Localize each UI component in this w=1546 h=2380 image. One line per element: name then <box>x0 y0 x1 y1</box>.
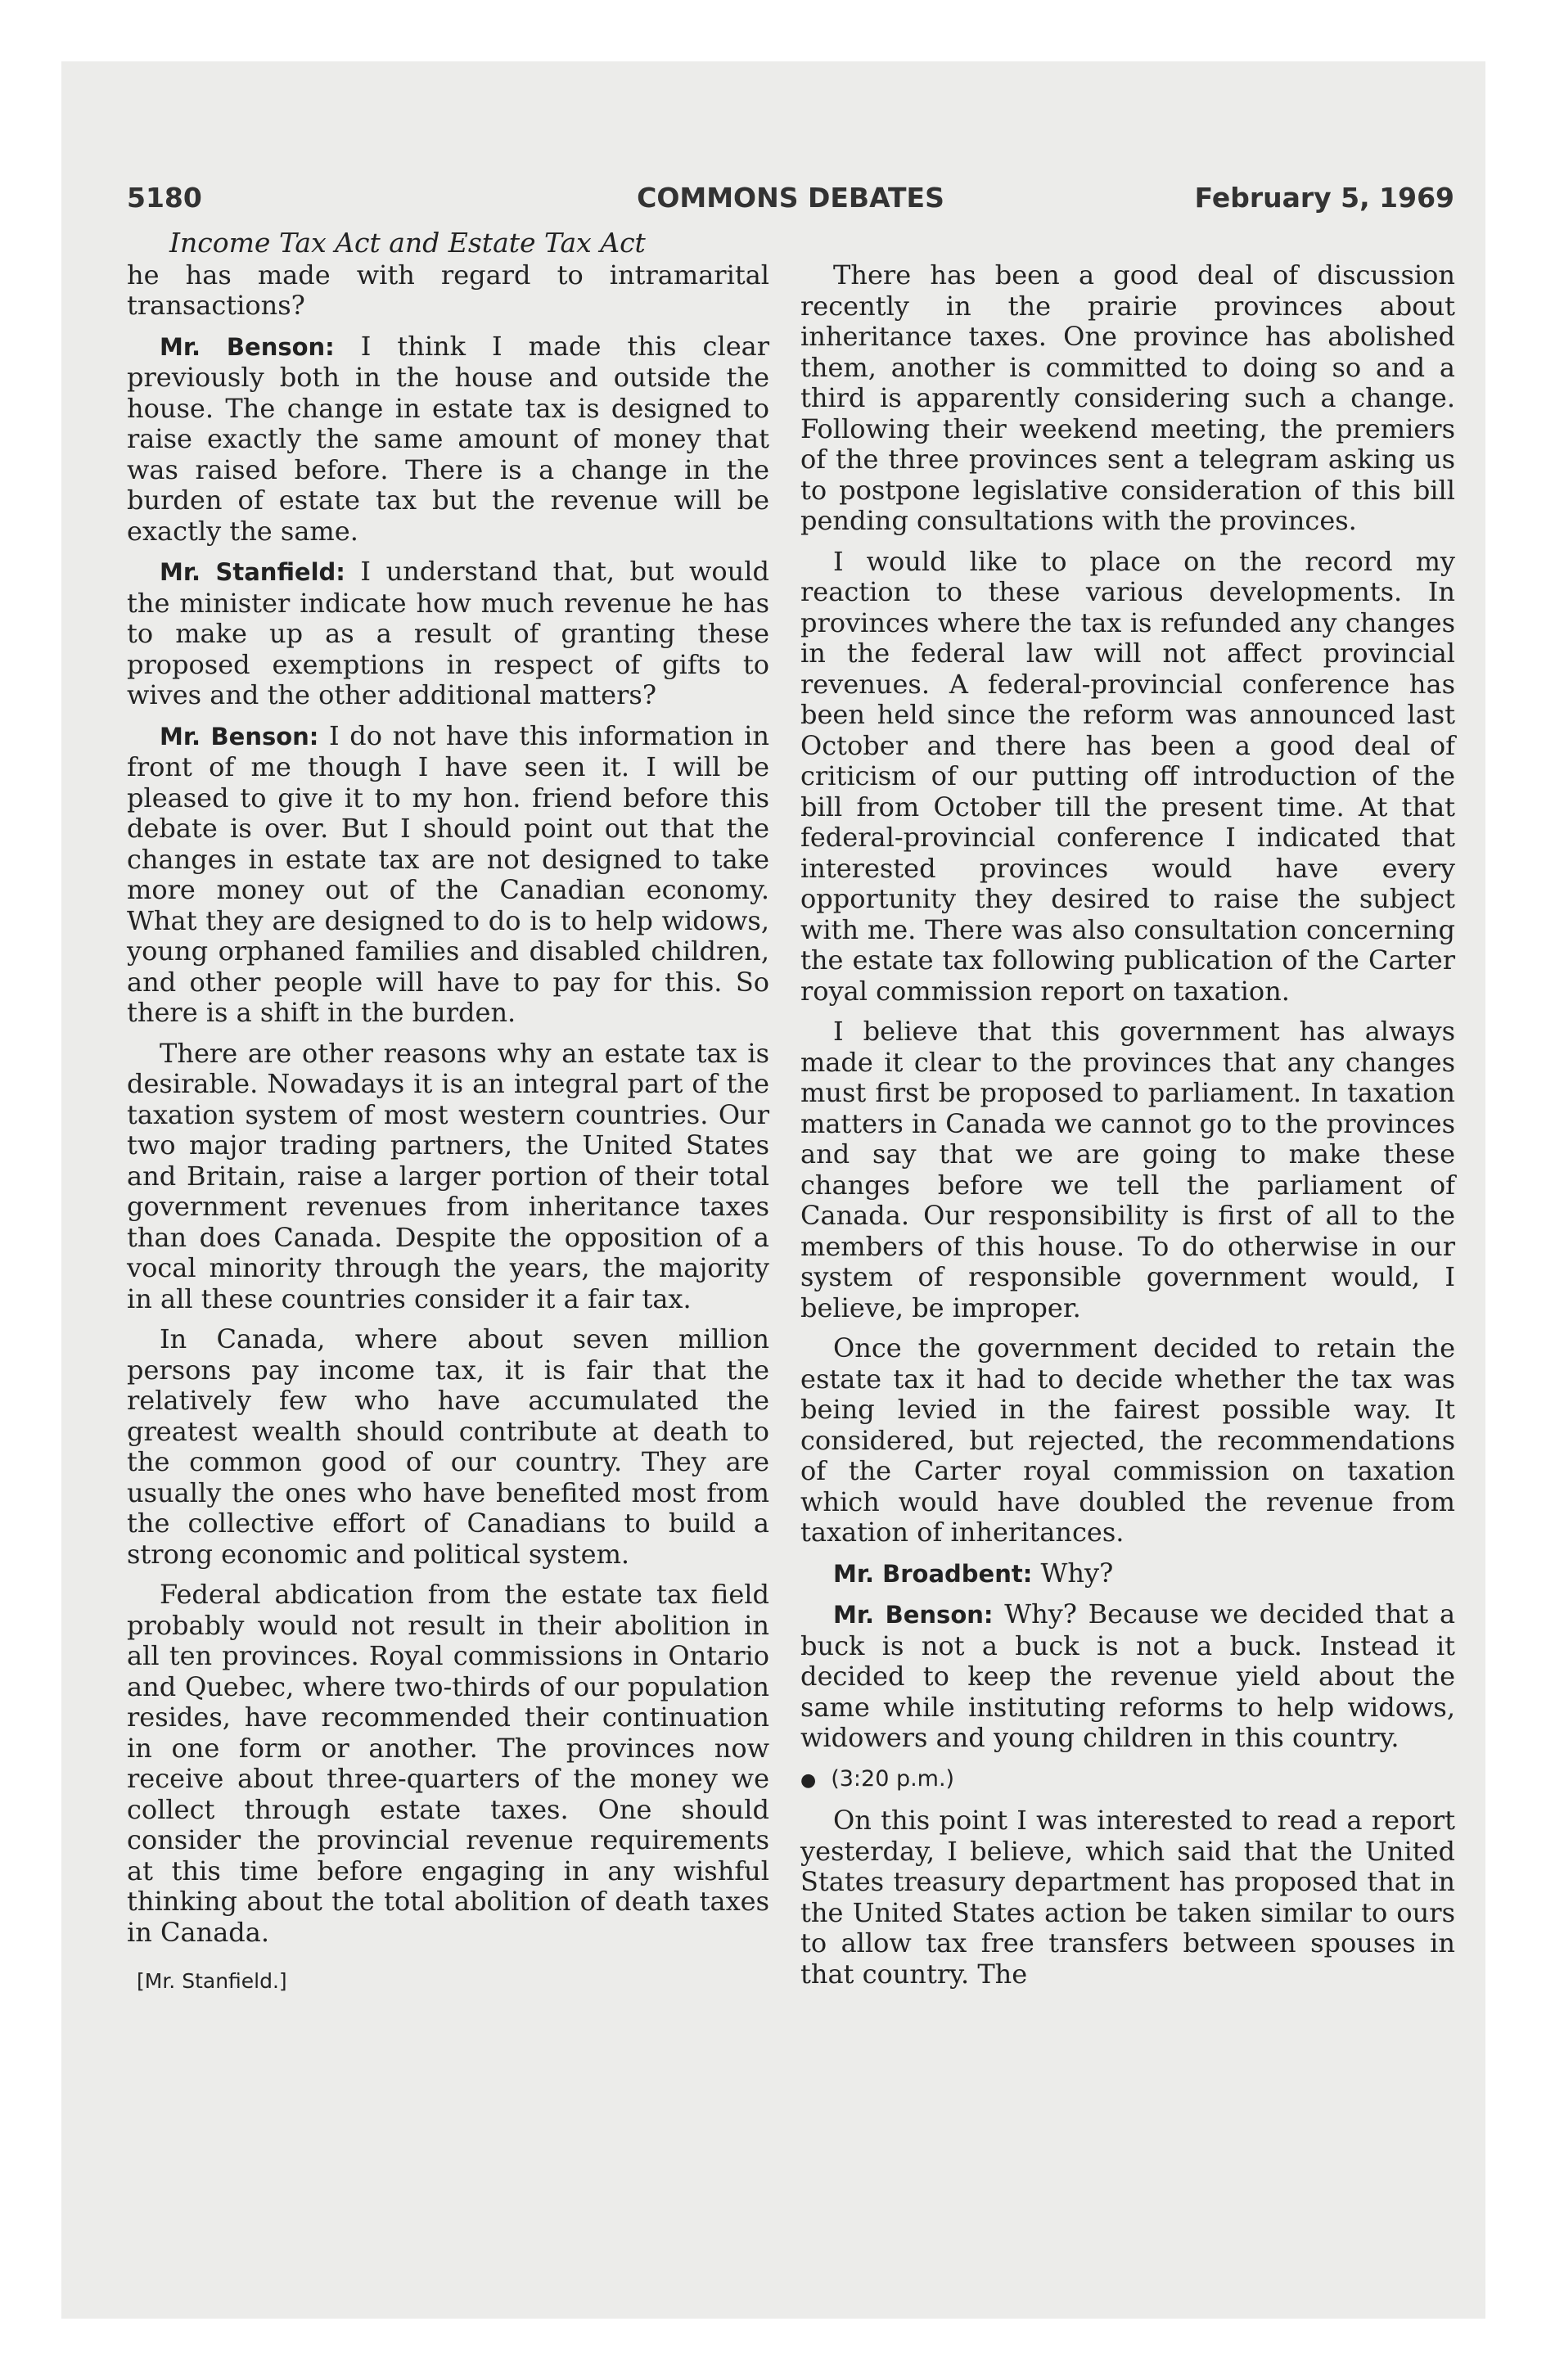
speech-paragraph <box>127 721 769 1029</box>
paragraph: In Canada, where about seven million persons pay income tax, it is fair that the relatively few who have accumulated the greatest wealth should contribute at death to the common good of our country. They are usually the ones who have benefited most from the collective effort of Canadians to build a strong economic and political system. <box>127 1323 769 1570</box>
speaker-name: Mr. Benson: <box>160 722 319 751</box>
speech-paragraph <box>800 1558 1455 1590</box>
time-text: (3:20 p.m.) <box>831 1765 955 1792</box>
paragraph: Federal abdication from the estate tax field probably would not result in their abolition in all ten provinces. Royal commissions in Ontario and Quebec, where two-thirds of our population resides, have recommended their continuation in one form or another. The provinces now receive about three-quarters of the money we collect through estate taxes. One should consider the provincial revenue requirements at this time before engaging in any wishful thinking about the total abolition of death taxes in Canada. <box>127 1579 769 1948</box>
right-column <box>800 260 1455 1999</box>
time-marker <box>800 1764 1455 1796</box>
speaker-name: Mr. Broadbent: <box>833 1559 1033 1588</box>
page-header <box>127 182 1454 231</box>
paragraph: I believe that this government has always made it clear to the provinces that any changes must first be proposed to parliament. In taxation matters in Canada we cannot go to the provinces and say that we are going to make these changes before we tell the parliament of Canada. Our responsibility is first of all to the members of this house. To do otherwise in our system of responsible government would, I believe, be improper. <box>800 1016 1455 1323</box>
speech-paragraph <box>127 331 769 548</box>
paragraph: he has made with regard to intramarital transactions? <box>127 259 769 321</box>
speech-text: I do not have this information in front of me though I have seen it. I will be pleased to give it to my hon. friend before this debate is over. But I should point out that the changes in estate tax are not designed to take more money out of the Canadian economy. What they are designed to do is to help widows, young orphaned families and disabled children, and other people will have to pay for this. So there is a shift in the burden. <box>127 719 769 1028</box>
section-title: Income Tax Act and Estate Tax Act <box>169 227 646 259</box>
speaker-name: Mr. Benson: <box>833 1601 994 1629</box>
paragraph: I would like to place on the record my reaction to these various developments. In provinces where the tax is refunded any changes in the federal law will not affect provincial revenues. A federal-provincial conference has been held since the reform was announced last October and there has been a good deal of criticism of our putting off introduction of the bill from October till the present time. At that federal-provincial conference I indicated that interested provinces would have every opportunity they desired to raise the subject with me. There was also consultation concerning the estate tax following publication of the Carter royal commission report on taxation. <box>800 545 1455 1007</box>
speaker-name: Mr. Stanfield: <box>160 558 345 586</box>
speech-paragraph <box>127 557 769 711</box>
speech-paragraph <box>800 1599 1455 1754</box>
page-number: 5180 <box>127 182 202 214</box>
paragraph: On this point I was interested to read a report yesterday, I believe, which said that the United States treasury department has proposed that in the United States action be taken similar to ours to allow tax free transfers between spouses in that country. The <box>800 1805 1455 1990</box>
paragraph: There are other reasons why an estate tax is desirable. Nowadays it is an integral part of the taxation system of most western countries. Our two major trading partners, the United States and Britain, raise a larger portion of their total government revenues from inheritance taxes than does Canada. Despite the opposition of a vocal minority through the years, the majority in all these countries consider it a fair tax. <box>127 1037 769 1314</box>
speech-text: I think I made this clear previously both in the house and outside the house. The change in estate tax is designed to raise exactly the same amount of money that was raised before. There is a change in the burden of estate tax but the revenue will be exactly the same. <box>127 330 770 547</box>
left-column <box>127 228 769 1997</box>
paragraph: Once the government decided to retain the estate tax it had to decide whether the tax was being levied in the fairest possible way. It considered, but rejected, the recommendations of the Carter royal commission on taxation which would have doubled the revenue from taxation of inheritances. <box>800 1332 1455 1548</box>
publication-title: COMMONS DEBATES <box>637 182 944 214</box>
page-date: February 5, 1969 <box>1194 182 1454 214</box>
speaker-name: Mr. Benson: <box>160 332 335 361</box>
speech-text: Why? Because we decided that a buck is not a buck is not a buck. Instead it decided to keep the revenue yield about the same while instituting reforms to help widows, widowers and young children in this country. <box>800 1598 1456 1753</box>
speaker-attribution: [Mr. Stanfield.] <box>137 1969 287 1993</box>
bullet-icon: ● <box>800 1769 817 1791</box>
speech-text: I understand that, but would the minister indicate how much revenue he has to make up as a result of granting these proposed exemptions in respect of gifts to wives and the other additional matters? <box>127 556 770 710</box>
paragraph: There has been a good deal of discussion recently in the prairie provinces about inheritance taxes. One province has abolished them, another is committed to doing so and a third is apparently considering such a change. Following their weekend meeting, the premiers of the three provinces sent a telegram asking us to postpone legislative consideration of this bill pending consultations with the provinces. <box>800 259 1455 536</box>
speech-text: Why? <box>1040 1557 1114 1589</box>
